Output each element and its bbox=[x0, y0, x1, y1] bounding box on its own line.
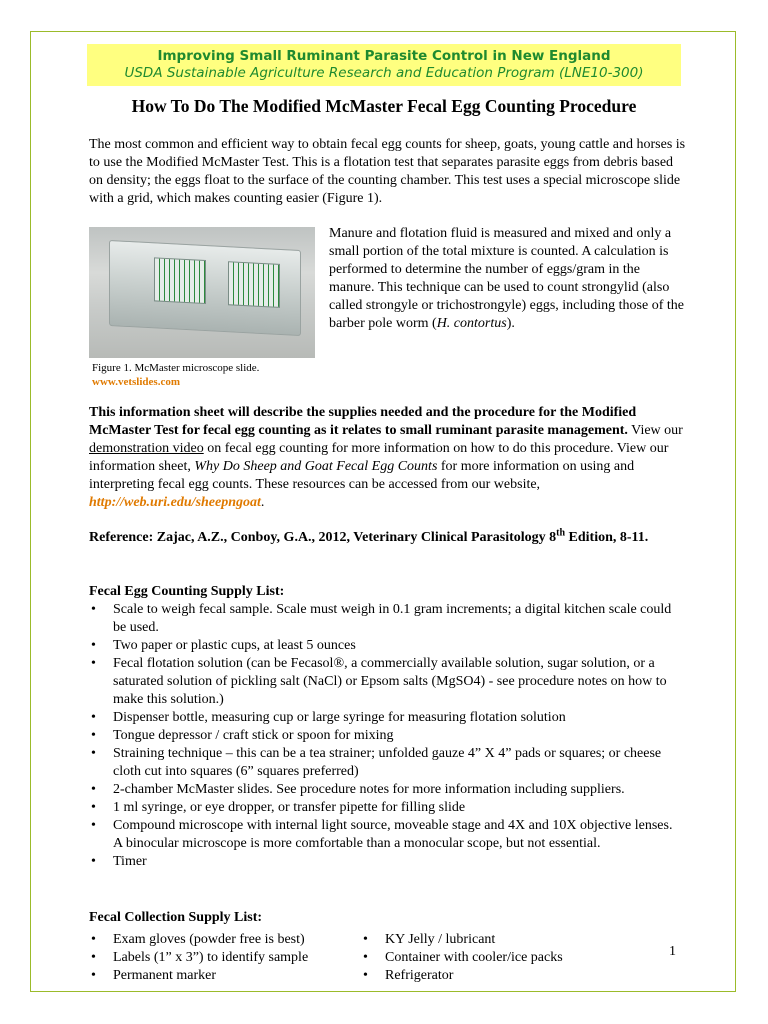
intro-paragraph: The most common and efficient way to obtain fecal egg counts for sheep, goats, young cattle and horses is to use the Modified McMaster Test. This is a flotation test that separates parasite eggs from debris based on density; the eggs float to the surface of the counting chamber. This test uses a special microscope slide with a grid, which makes counting easier (Figure 1). bbox=[89, 137, 686, 206]
website-link[interactable]: http://web.uri.edu/sheepngoat bbox=[89, 495, 261, 510]
list-item: • Dispenser bottle, measuring cup or large syringe for measuring flotation solution bbox=[89, 709, 679, 727]
side-end: ). bbox=[506, 316, 515, 331]
list-item: • Two paper or plastic cups, at least 5 ounces bbox=[89, 637, 679, 655]
side-italic: H. contortus bbox=[436, 316, 507, 331]
page-title: How To Do The Modified McMaster Fecal Egg Counting Procedure bbox=[131, 96, 637, 116]
list-item: • Compound microscope with internal light source, moveable stage and 4X and 10X objective lenses. A binocular microscope is more comfortable than a monocular scope, but not essential. bbox=[89, 817, 679, 853]
list-item: • Fecal flotation solution (can be Fecasol®, a commercially available solution, sugar solution, or a saturated solution of pickling salt (NaCl) or Epsom salts (MgSO4) - see procedure notes on how to make this solution.) bbox=[89, 655, 679, 709]
info-text-3: for more information on using and interpreting fecal egg counts. These resources can be accessed from our website, bbox=[89, 459, 635, 492]
mcmaster-slide-photo bbox=[89, 227, 315, 358]
list-item: • 1 ml syringe, or eye dropper, or transfer pipette for filling slide bbox=[89, 799, 679, 817]
reference-sup: th bbox=[556, 527, 566, 539]
figure-caption bbox=[92, 361, 259, 389]
collection-heading: Fecal Collection Supply List: bbox=[89, 910, 263, 925]
list-item: • Tongue depressor / craft stick or spoon for mixing bbox=[89, 727, 679, 745]
collection-list-left bbox=[89, 931, 349, 985]
list-item: • Timer bbox=[89, 853, 679, 871]
list-item: • KY Jelly / lubricant bbox=[361, 931, 621, 949]
list-item: • Refrigerator bbox=[361, 967, 621, 985]
list-item: • Straining technique – this can be a tea strainer; unfolded gauze 4” X 4” pads or squares; or cheese cloth cut into squares (6” squares preferred) bbox=[89, 745, 679, 781]
supply-list bbox=[89, 601, 679, 871]
figure-caption-text: Figure 1. McMaster microscope slide. bbox=[92, 362, 260, 374]
info-bold: This information sheet will describe the supplies needed and the procedure for the Modified McMaster Test for fecal egg counting as it relates to small ruminant parasite management. bbox=[89, 405, 637, 438]
supply-heading: Fecal Egg Counting Supply List: bbox=[89, 584, 285, 599]
page-number: 1 bbox=[669, 944, 676, 959]
info-paragraph bbox=[89, 404, 689, 512]
info-end: . bbox=[260, 495, 265, 510]
info-text-2: on fecal egg counting for more information on how to do this procedure. View our information sheet, bbox=[89, 441, 669, 474]
list-item: • Scale to weigh fecal sample. Scale must weigh in 0.1 gram increments; a digital kitchen scale could be used. bbox=[89, 601, 679, 637]
list-item: • Exam gloves (powder free is best) bbox=[89, 931, 349, 949]
slide-image bbox=[109, 240, 301, 336]
list-item: • Container with cooler/ice packs bbox=[361, 949, 621, 967]
list-item: • Permanent marker bbox=[89, 967, 349, 985]
demonstration-video-link[interactable]: demonstration video bbox=[89, 441, 204, 456]
reference-end: Edition, 8-11. bbox=[565, 530, 649, 545]
reference bbox=[89, 529, 689, 547]
list-item: • Labels (1” x 3”) to identify sample bbox=[89, 949, 349, 967]
banner-subtitle: USDA Sustainable Agriculture Research and Education Program (LNE10-300) bbox=[124, 65, 644, 81]
side-paragraph bbox=[329, 225, 685, 333]
slide-chamber-right bbox=[228, 261, 280, 308]
info-italic: Why Do Sheep and Goat Fecal Egg Counts bbox=[194, 459, 438, 474]
reference-text: Reference: Zajac, A.Z., Conboy, G.A., 2012, Veterinary Clinical Parasitology 8 bbox=[89, 530, 557, 545]
side-text: Manure and flotation fluid is measured and mixed and only a small portion of the total mixture is counted. A calculation is performed to determine the number of eggs/gram in the manure. This technique can be used to count strongylid (also called strongyle or trichostrongyle) eggs, including those of the barber pole worm ( bbox=[329, 226, 684, 331]
header-banner bbox=[87, 44, 681, 86]
info-text-1: View our bbox=[627, 423, 683, 438]
list-item: • 2-chamber McMaster slides. See procedure notes for more information including suppliers. bbox=[89, 781, 679, 799]
slide-chamber-left bbox=[154, 257, 206, 304]
figure-source-link[interactable]: www.vetslides.com bbox=[92, 376, 180, 388]
collection-list-right bbox=[361, 931, 621, 985]
banner-title: Improving Small Ruminant Parasite Control in New England bbox=[157, 48, 611, 64]
